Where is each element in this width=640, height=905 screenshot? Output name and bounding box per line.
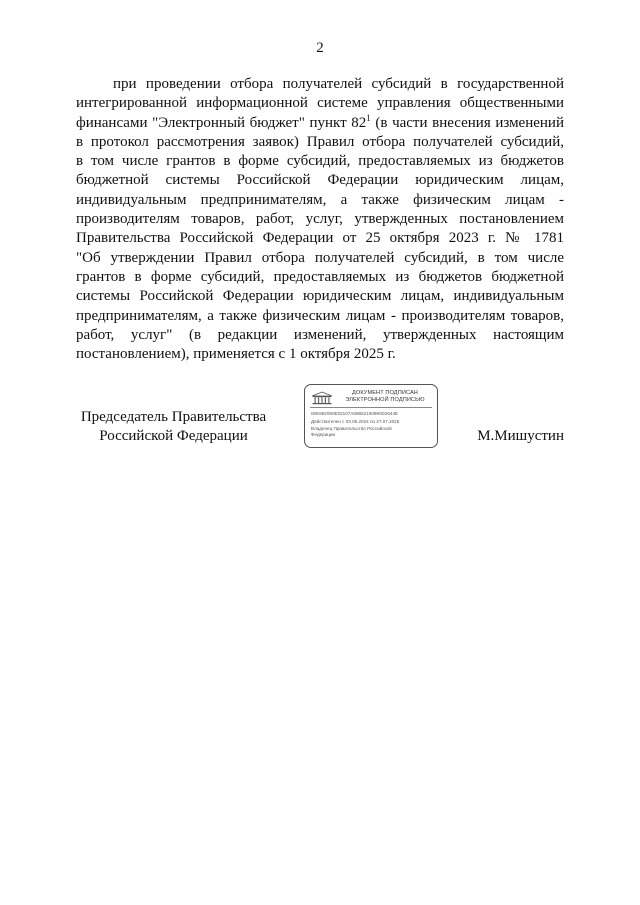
- paragraph-line: "Об утверждении Правил отбора получателей субсидий, в том числе: [76, 249, 564, 266]
- signer-title-line: Российской Федерации: [99, 428, 248, 444]
- page-number: 2: [316, 40, 324, 56]
- paragraph-line: грантов в форме субсидий, предоставляемых из бюджетов бюджетной: [76, 268, 564, 285]
- government-building-icon: [311, 391, 333, 405]
- paragraph-line: при проведении отбора получателей субсидий в государственной: [113, 76, 564, 92]
- footnote-mark: 1: [366, 112, 371, 123]
- paragraph-line: Правительства Российской Федерации от 25 октября 2023 г. № 1781: [76, 230, 564, 247]
- paragraph-line-end: (в части внесения изменений: [370, 114, 564, 131]
- signer-name: М.Мишустин: [477, 428, 564, 444]
- stamp-heading-line: ДОКУМЕНТ ПОДПИСАН: [352, 390, 418, 396]
- stamp-certificate: 00E962080E02107A08862100990D2644E: [311, 411, 399, 416]
- paragraph-line: постановлением), применяется с 1 октября 2025 г.: [76, 346, 396, 363]
- stamp-owner: Федерации: [311, 432, 336, 437]
- stamp-heading: [335, 390, 435, 404]
- signer-title-line: Председатель Правительства: [80, 409, 267, 425]
- paragraph-line: предпринимателям, а также физическим лицам - производителям товаров,: [76, 307, 564, 324]
- paragraph-line: системы Российской Федерации юридическим лицам, индивидуальным: [76, 288, 564, 305]
- stamp-validity: Действителен с 03.05.2024 по 27.07.2025: [311, 419, 400, 424]
- paragraph-line: интегрированной информационной системе управления общественными: [76, 95, 564, 112]
- electronic-signature-stamp: [304, 384, 438, 448]
- paragraph-line-with-footnote: [76, 114, 564, 133]
- stamp-owner: Владелец Правительство Российской: [311, 426, 392, 431]
- stamp-heading-line: ЭЛЕКТРОННОЙ ПОДПИСЬЮ: [345, 397, 425, 403]
- paragraph-line-start: финансами "Электронный бюджет" пункт 82: [76, 114, 367, 131]
- signer-title: [76, 408, 271, 446]
- paragraph-line: в протокол рассмотрения заявок) Правил отбора получателей субсидий,: [76, 133, 564, 150]
- paragraph-line: в том числе грантов в форме субсидий, предоставляемых из бюджетов: [76, 153, 564, 170]
- document-paragraph: [76, 75, 564, 364]
- paragraph-line: бюджетной системы Российской Федерации юридическим лицам,: [76, 172, 564, 189]
- paragraph-line: производителям товаров, работ, услуг, утвержденных постановлением: [76, 211, 564, 228]
- paragraph-line: работ, услуг" (в редакции изменений, утвержденных настоящим: [76, 326, 564, 343]
- paragraph-line: индивидуальным предпринимателям, а также физическим лицам -: [76, 191, 564, 208]
- stamp-divider: [310, 407, 432, 408]
